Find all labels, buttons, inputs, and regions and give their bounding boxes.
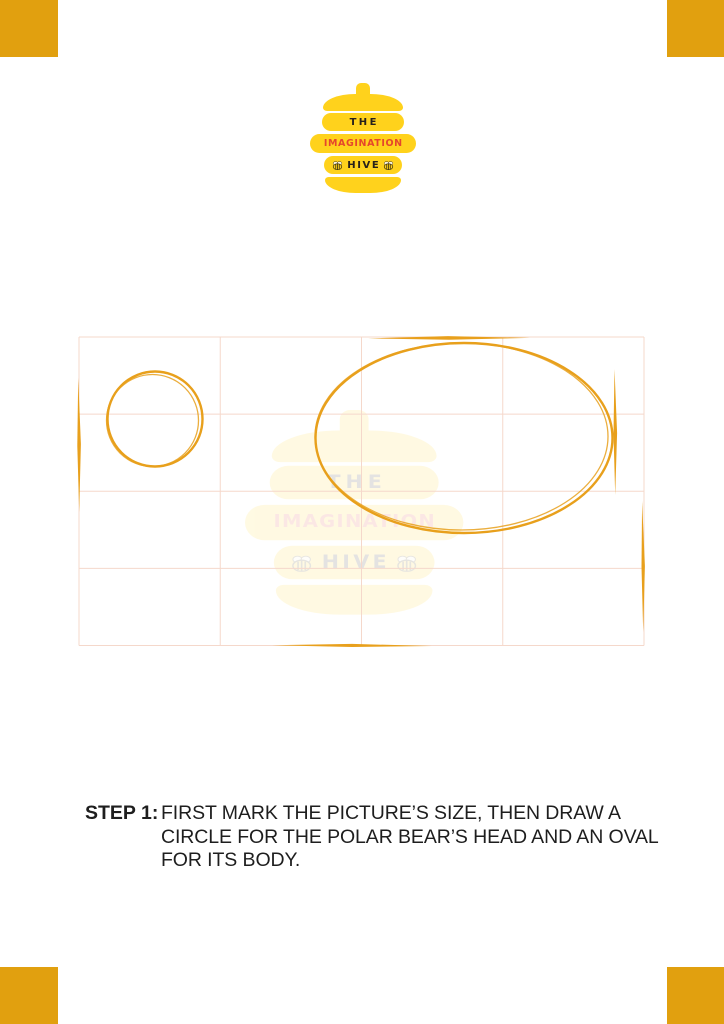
- step-description: [161, 802, 659, 873]
- polar-bear-head-circle-overstroke: [107, 375, 199, 467]
- step-description-line: CIRCLE FOR THE POLAR BEAR’S HEAD AND AN OVAL: [161, 825, 659, 848]
- step-description-line: FIRST MARK THE PICTURE’S SIZE, THEN DRAW A: [161, 802, 621, 824]
- grid-lines: [79, 337, 644, 646]
- step-caption: [85, 802, 659, 873]
- logo-text-imagination: IMAGINATION: [323, 138, 403, 149]
- step-label: STEP 1:: [85, 802, 159, 824]
- logo-text-the: THE: [326, 472, 387, 493]
- size-mark-bottom: [272, 644, 432, 647]
- logo-text-imagination: IMAGINATION: [273, 512, 437, 533]
- size-mark-right-upper: [614, 369, 618, 495]
- logo-text-hive: HIVE: [321, 552, 390, 573]
- step-description-line: FOR ITS BODY.: [161, 849, 301, 871]
- logo-text-the: THE: [349, 116, 379, 128]
- logo-text-hive: HIVE: [347, 159, 381, 171]
